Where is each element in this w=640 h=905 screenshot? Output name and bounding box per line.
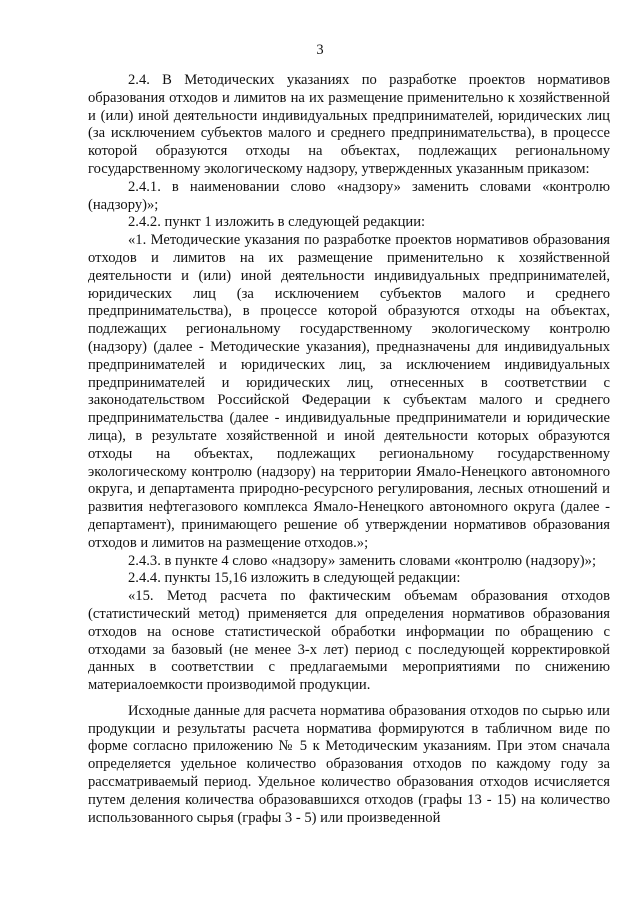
- paragraph-2-4-4: 2.4.4. пункты 15,16 изложить в следующей редакции:: [128, 570, 461, 587]
- paragraph-source-data: Исходные данные для расчета норматива образования отходов по сырью или продукции и результаты расчета норматива формируются в табличном виде по форме согласно приложению № 5 к Методическим указаниям. При этом сначала определяется удельное количество образования отходов по каждому году за рассматриваемый период. Удельное количество образования отходов исчисляется путем деления количества образовавшихся отходов (графы 13 - 15) на количество использованного сырья (графы 3 - 5) или произведенной: [88, 702, 610, 826]
- quoted-clause-15: «15. Метод расчета по фактическим объемам образования отходов (статистический метод) применяется для определения нормативов образования отходов на основе статистической обработки информации по обращению с отходами за базовый (не менее 3-х лет) период с последующей корректировкой данных в соответствии с предлагаемыми мероприятиями по снижению материалоемкости производимой продукции.: [88, 588, 610, 694]
- document-body: [88, 72, 610, 827]
- paragraph-2-4-2: 2.4.2. пункт 1 изложить в следующей редакции:: [128, 214, 426, 231]
- quoted-clause-1: «1. Методические указания по разработке проектов нормативов образования отходов и лимитов на их размещение применительно к хозяйственной деятельности и (или) иной деятельности индивидуальных предпринимателей, юридических лиц (за исключением субъектов малого и среднего предпринимательства), в процессе которой образуются отходы на объектах, подлежащих региональному государственному экологическому контролю (надзору) (далее - Методические указания), предназначены для индивидуальных предпринимателей и юридических лиц, за исключением индивидуальных предпринимателей и юридических лиц, отнесенных в соответствии с законодательством Российской Федерации к субъектам малого и среднего предпринимательства (далее - индивидуальные предприниматели и юридические лица), в результате хозяйственной и иной деятельности которых образуются отходы на объектах, подлежащих региональному государственному экологическому контролю (надзору) на территории Ямало-Ненецкого автономного округа, и департамента природно-ресурсного регулирования, лесных отношений и развития нефтегазового комплекса Ямало-Ненецкого автономного округа (далее - департамент), принимающего решение об утверждении нормативов образования отходов и лимитов на размещение отходов.»;: [88, 232, 610, 551]
- paragraph-2-4-1: 2.4.1. в наименовании слово «надзору» заменить словами «контролю (надзору)»;: [88, 178, 610, 213]
- page-number: 3: [316, 42, 324, 58]
- paragraph-2-4-3: 2.4.3. в пункте 4 слово «надзору» заменить словами «контролю (надзору)»;: [128, 552, 597, 569]
- paragraph-2-4: 2.4. В Методических указаниях по разработке проектов нормативов образования отходов и лимитов на их размещение применительно к хозяйственной и (или) иной деятельности индивидуальных предпринимателей, юридических лиц (за исключением субъектов малого и среднего предпринимательства), в процессе которой образуются отходы на объектах, подлежащих региональному государственному экологическому надзору, утвержденных указанным приказом:: [88, 72, 610, 177]
